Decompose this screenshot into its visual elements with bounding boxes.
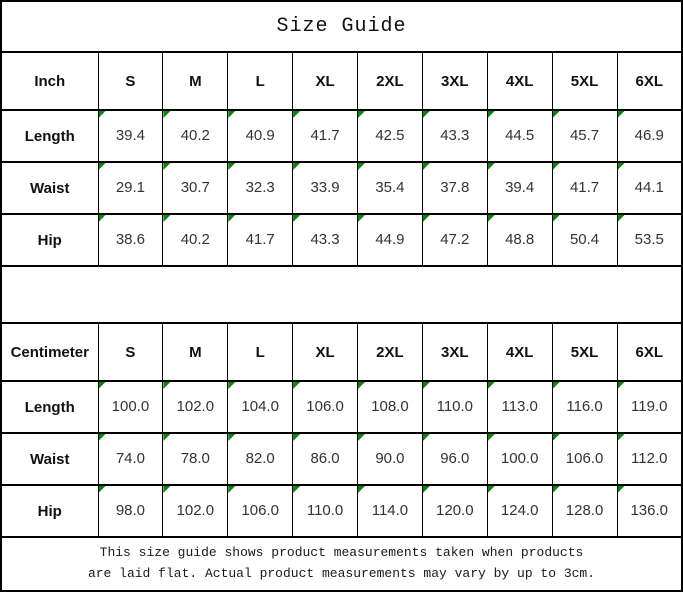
row-label-hip: Hip xyxy=(1,485,98,537)
corner-triangle-icon xyxy=(488,111,495,118)
measurement-value: 45.7 xyxy=(569,127,600,144)
inch-size-header-row xyxy=(1,52,682,110)
measurement-value: 113.0 xyxy=(501,398,538,415)
measurement-value: 46.9 xyxy=(634,127,664,144)
measurement-value: 40.2 xyxy=(180,127,210,144)
corner-triangle-icon xyxy=(358,382,365,389)
measurement-cell xyxy=(228,381,293,433)
measurement-value: 43.3 xyxy=(440,127,470,144)
measurement-cell xyxy=(552,381,617,433)
corner-triangle-icon xyxy=(553,486,560,493)
measurement-cell xyxy=(617,433,682,485)
measurement-cell xyxy=(228,485,293,537)
measurement-cell xyxy=(487,214,552,266)
size-header: S xyxy=(98,323,163,381)
measurement-cell xyxy=(163,214,228,266)
measurement-value: 106.0 xyxy=(565,450,604,467)
corner-triangle-icon xyxy=(99,434,106,441)
corner-triangle-icon xyxy=(618,215,625,222)
corner-triangle-icon xyxy=(358,486,365,493)
measurement-value: 41.7 xyxy=(310,127,340,144)
measurement-cell xyxy=(422,433,487,485)
measurement-value: 104.0 xyxy=(241,398,279,415)
corner-triangle-icon xyxy=(228,486,235,493)
corner-triangle-icon xyxy=(99,215,106,222)
size-header: 5XL xyxy=(552,52,617,110)
corner-triangle-icon xyxy=(553,163,560,170)
size-header: 2XL xyxy=(358,52,423,110)
corner-triangle-icon xyxy=(488,163,495,170)
corner-triangle-icon xyxy=(618,111,625,118)
corner-triangle-icon xyxy=(99,163,106,170)
measurement-cell xyxy=(552,485,617,537)
size-header: 2XL xyxy=(358,323,423,381)
measurement-cell xyxy=(98,433,163,485)
corner-triangle-icon xyxy=(553,111,560,118)
measurement-cell xyxy=(228,433,293,485)
measurement-cell xyxy=(98,162,163,214)
corner-triangle-icon xyxy=(228,434,235,441)
corner-triangle-icon xyxy=(553,215,560,222)
corner-triangle-icon xyxy=(163,382,170,389)
corner-triangle-icon xyxy=(228,382,235,389)
size-header: M xyxy=(163,52,228,110)
measurement-cell xyxy=(293,381,358,433)
measurement-value: 41.7 xyxy=(245,231,275,248)
measurement-cell xyxy=(293,214,358,266)
measurement-value: 33.9 xyxy=(310,179,340,196)
measurement-value: 120.0 xyxy=(436,502,474,519)
measurement-value: 86.0 xyxy=(310,450,340,467)
measurement-cell xyxy=(552,433,617,485)
measurement-value: 50.4 xyxy=(569,231,600,248)
measurement-value: 110.0 xyxy=(306,502,344,519)
measurement-value: 40.2 xyxy=(180,231,210,248)
measurement-value: 29.1 xyxy=(115,179,146,196)
corner-triangle-icon xyxy=(293,434,300,441)
corner-triangle-icon xyxy=(618,434,625,441)
measurement-cell xyxy=(293,433,358,485)
corner-triangle-icon xyxy=(228,111,235,118)
measurement-cell xyxy=(293,485,358,537)
measurement-cell xyxy=(98,214,163,266)
corner-triangle-icon xyxy=(293,382,300,389)
corner-triangle-icon xyxy=(423,215,430,222)
size-header: 6XL xyxy=(617,52,682,110)
spacer-row xyxy=(1,266,682,323)
measurement-value: 53.5 xyxy=(634,231,664,248)
measurement-value: 78.0 xyxy=(180,450,210,467)
measurement-cell xyxy=(552,162,617,214)
measurement-cell xyxy=(163,162,228,214)
corner-triangle-icon xyxy=(488,215,495,222)
corner-triangle-icon xyxy=(618,163,625,170)
measurement-value: 39.4 xyxy=(505,179,535,196)
corner-triangle-icon xyxy=(99,111,106,118)
measurement-cell xyxy=(98,485,163,537)
measurement-cell xyxy=(163,433,228,485)
measurement-cell xyxy=(228,214,293,266)
measurement-value: 100.0 xyxy=(500,450,539,467)
row-label-length: Length xyxy=(1,110,98,162)
measurement-value: 116.0 xyxy=(566,398,603,415)
measurement-cell xyxy=(617,110,682,162)
measurement-cell xyxy=(228,162,293,214)
corner-triangle-icon xyxy=(488,434,495,441)
footer-note xyxy=(1,537,682,591)
row-label-length: Length xyxy=(1,381,98,433)
corner-triangle-icon xyxy=(423,434,430,441)
measurement-cell xyxy=(422,381,487,433)
measurement-value: 41.7 xyxy=(569,179,600,196)
corner-triangle-icon xyxy=(488,486,495,493)
corner-triangle-icon xyxy=(553,434,560,441)
size-header: L xyxy=(228,323,293,381)
corner-triangle-icon xyxy=(618,486,625,493)
measurement-cell xyxy=(422,485,487,537)
unit-header-inch: Inch xyxy=(1,52,98,110)
title-row xyxy=(1,1,682,52)
corner-triangle-icon xyxy=(358,163,365,170)
measurement-cell xyxy=(422,162,487,214)
size-header: S xyxy=(98,52,163,110)
measurement-cell xyxy=(487,381,552,433)
measurement-value: 102.0 xyxy=(176,398,215,415)
measurement-cell xyxy=(487,162,552,214)
measurement-cell xyxy=(422,110,487,162)
corner-triangle-icon xyxy=(423,111,430,118)
corner-triangle-icon xyxy=(163,163,170,170)
measurement-value: 110.0 xyxy=(436,398,474,415)
measurement-cell xyxy=(358,110,423,162)
measurement-value: 38.6 xyxy=(115,231,146,248)
measurement-value: 32.3 xyxy=(245,179,275,196)
size-header: L xyxy=(228,52,293,110)
measurement-value: 35.4 xyxy=(375,179,405,196)
measurement-value: 43.3 xyxy=(310,231,340,248)
measurement-value: 40.9 xyxy=(245,127,275,144)
measurement-value: 124.0 xyxy=(500,502,539,519)
table-row-inch-waist xyxy=(1,162,682,214)
corner-triangle-icon xyxy=(99,486,106,493)
corner-triangle-icon xyxy=(163,486,170,493)
corner-triangle-icon xyxy=(553,382,560,389)
measurement-value: 47.2 xyxy=(440,231,470,248)
corner-triangle-icon xyxy=(293,163,300,170)
measurement-cell xyxy=(358,381,423,433)
measurement-value: 82.0 xyxy=(245,450,275,467)
measurement-cell xyxy=(98,110,163,162)
size-header: 3XL xyxy=(422,323,487,381)
measurement-value: 48.8 xyxy=(505,231,535,248)
corner-triangle-icon xyxy=(163,111,170,118)
table-row-cm-waist xyxy=(1,433,682,485)
measurement-value: 42.5 xyxy=(375,127,405,144)
measurement-value: 90.0 xyxy=(375,450,405,467)
measurement-cell xyxy=(422,214,487,266)
corner-triangle-icon xyxy=(423,163,430,170)
corner-triangle-icon xyxy=(293,215,300,222)
measurement-value: 74.0 xyxy=(115,450,146,467)
footer-row xyxy=(1,537,682,591)
corner-triangle-icon xyxy=(358,111,365,118)
measurement-cell xyxy=(358,433,423,485)
measurement-cell xyxy=(293,110,358,162)
row-label-waist: Waist xyxy=(1,162,98,214)
measurement-cell xyxy=(487,485,552,537)
size-header: 3XL xyxy=(422,52,487,110)
measurement-cell xyxy=(358,485,423,537)
measurement-value: 114.0 xyxy=(371,502,409,519)
measurement-cell xyxy=(617,485,682,537)
measurement-value: 96.0 xyxy=(440,450,470,467)
unit-header-centimeter: Centimeter xyxy=(1,323,98,381)
measurement-value: 39.4 xyxy=(115,127,146,144)
footer-line-1: This size guide shows product measurements taken when products xyxy=(99,545,584,561)
measurement-value: 106.0 xyxy=(241,502,279,519)
corner-triangle-icon xyxy=(358,215,365,222)
measurement-cell xyxy=(487,110,552,162)
measurement-value: 44.1 xyxy=(634,179,664,196)
row-label-waist: Waist xyxy=(1,433,98,485)
measurement-cell xyxy=(228,110,293,162)
measurement-value: 30.7 xyxy=(180,179,210,196)
measurement-value: 102.0 xyxy=(176,502,215,519)
measurement-cell xyxy=(358,214,423,266)
table-row-inch-length xyxy=(1,110,682,162)
measurement-value: 98.0 xyxy=(115,502,146,519)
size-header: XL xyxy=(293,323,358,381)
row-label-hip: Hip xyxy=(1,214,98,266)
size-header: 6XL xyxy=(617,323,682,381)
measurement-value: 119.0 xyxy=(631,398,668,415)
measurement-value: 100.0 xyxy=(111,398,150,415)
table-row-cm-hip xyxy=(1,485,682,537)
measurement-value: 128.0 xyxy=(565,502,604,519)
measurement-cell xyxy=(552,110,617,162)
measurement-value: 136.0 xyxy=(630,502,669,519)
measurement-value: 112.0 xyxy=(631,450,668,467)
corner-triangle-icon xyxy=(293,486,300,493)
corner-triangle-icon xyxy=(488,382,495,389)
measurement-cell xyxy=(487,433,552,485)
table-row-inch-hip xyxy=(1,214,682,266)
measurement-cell xyxy=(617,381,682,433)
page-title: Size Guide xyxy=(1,1,682,52)
footer-line-2: are laid flat. Actual product measurements may vary by up to 3cm. xyxy=(87,566,596,581)
size-header: XL xyxy=(293,52,358,110)
corner-triangle-icon xyxy=(228,215,235,222)
corner-triangle-icon xyxy=(423,382,430,389)
measurement-cell xyxy=(98,381,163,433)
corner-triangle-icon xyxy=(358,434,365,441)
measurement-cell xyxy=(163,381,228,433)
centimeter-size-header-row xyxy=(1,323,682,381)
corner-triangle-icon xyxy=(618,382,625,389)
measurement-cell xyxy=(358,162,423,214)
measurement-value: 106.0 xyxy=(306,398,344,415)
measurement-cell xyxy=(617,162,682,214)
corner-triangle-icon xyxy=(423,486,430,493)
corner-triangle-icon xyxy=(228,163,235,170)
size-header: 5XL xyxy=(552,323,617,381)
measurement-value: 37.8 xyxy=(440,179,470,196)
measurement-cell xyxy=(293,162,358,214)
corner-triangle-icon xyxy=(163,215,170,222)
table-spacer xyxy=(1,266,682,323)
table-row-cm-length xyxy=(1,381,682,433)
measurement-cell xyxy=(163,110,228,162)
corner-triangle-icon xyxy=(293,111,300,118)
measurement-value: 108.0 xyxy=(371,398,409,415)
measurement-value: 44.5 xyxy=(505,127,535,144)
measurement-cell xyxy=(552,214,617,266)
size-header: 4XL xyxy=(487,52,552,110)
measurement-value: 44.9 xyxy=(375,231,405,248)
corner-triangle-icon xyxy=(163,434,170,441)
measurement-cell xyxy=(617,214,682,266)
corner-triangle-icon xyxy=(99,382,106,389)
measurement-cell xyxy=(163,485,228,537)
size-header: M xyxy=(163,323,228,381)
size-header: 4XL xyxy=(487,323,552,381)
